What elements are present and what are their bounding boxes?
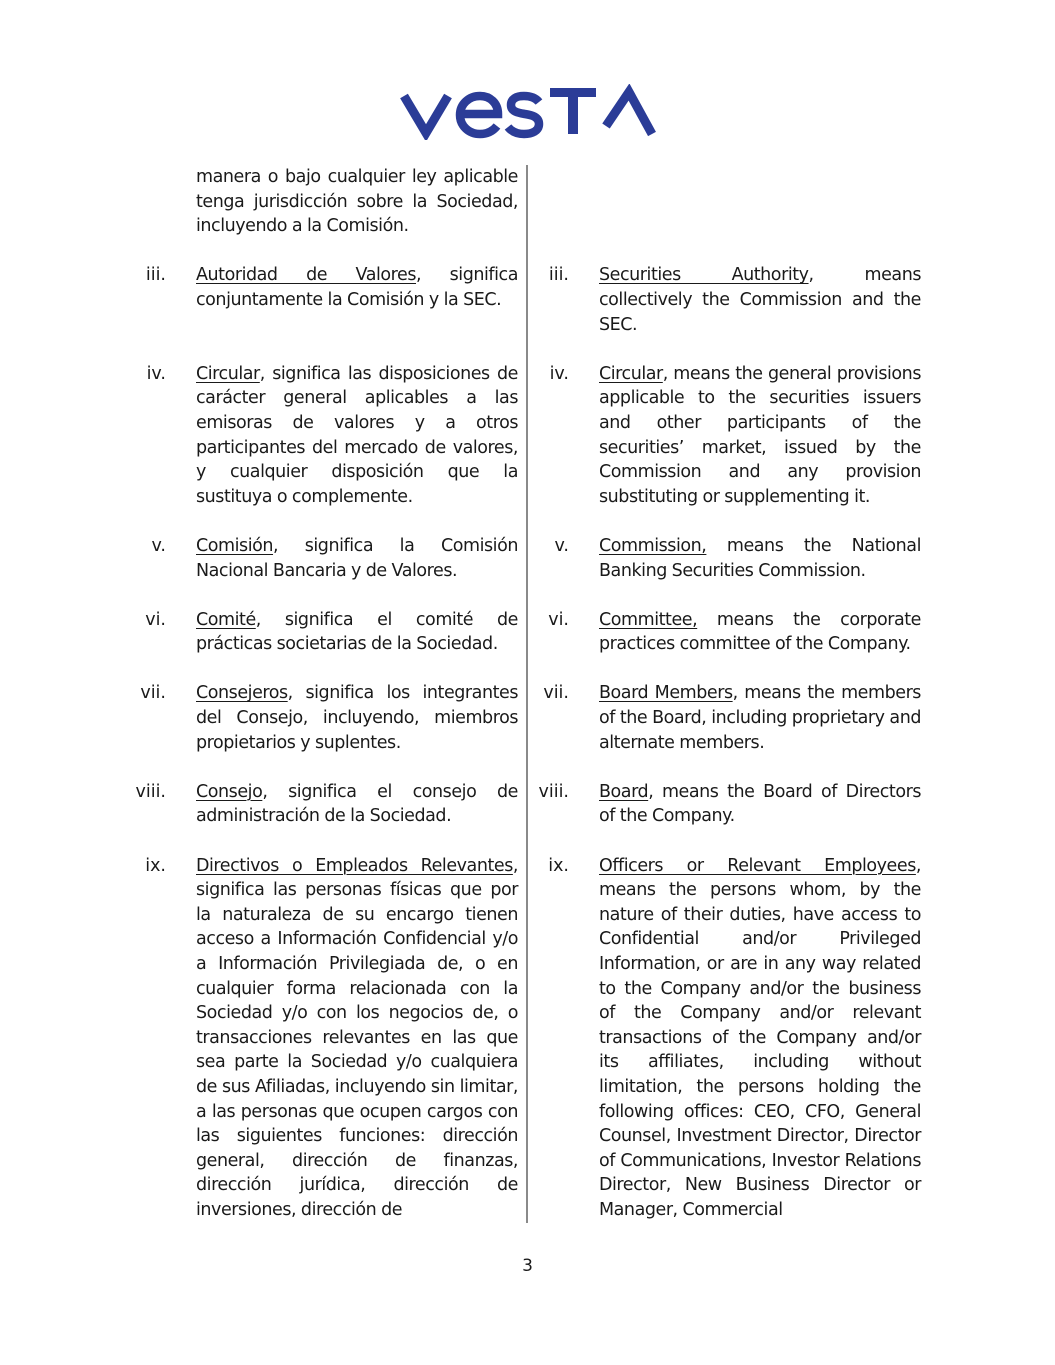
- item-number: vi.: [548, 609, 569, 630]
- definition-item: [533, 854, 933, 1223]
- defined-term: Consejeros: [196, 683, 288, 704]
- definition-item: [533, 362, 933, 510]
- item-number: vi.: [145, 609, 166, 630]
- definition-text: , means the general provisions applicable to the securities issuers and other participants of the securities’ market, issued by the Commission and any provision substituting or supplementing it.: [599, 363, 921, 507]
- definition-text: , significa los integrantes del Consejo, incluyendo, miembros propietarios y suplentes.: [196, 683, 518, 753]
- defined-term: Board Members: [599, 683, 733, 704]
- definition-text: , means the Board of Directors of the Company.: [599, 781, 921, 827]
- definition-text: means the corporate practices committee of the Company.: [599, 609, 921, 655]
- definition-item: [130, 681, 530, 755]
- spanish-column: [130, 165, 530, 1223]
- continuation-paragraph: [130, 165, 530, 239]
- defined-term: Officers or Relevant Employees: [599, 855, 916, 876]
- definition-text: , means the members of the Board, including proprietary and alternate members.: [599, 683, 921, 753]
- defined-term: Committee,: [599, 609, 698, 630]
- defined-term: Comité: [196, 609, 256, 630]
- definition-text: , significa la Comisión Nacional Bancaria y de Valores.: [196, 535, 518, 581]
- definition-item: [130, 362, 530, 510]
- item-number: iv.: [146, 363, 166, 384]
- item-number: iv.: [549, 363, 569, 384]
- definition-item: [130, 780, 530, 829]
- defined-term: Securities Authority: [599, 265, 809, 286]
- definition-text: , significa el comité de prácticas societarias de la Sociedad.: [196, 609, 518, 655]
- defined-term: Circular: [599, 363, 663, 384]
- definition-item: [130, 608, 530, 657]
- definition-item: [533, 263, 933, 337]
- definition-item: [533, 608, 933, 657]
- definition-item: [533, 534, 933, 583]
- definition-text: means the National Banking Securities Commission.: [599, 535, 921, 581]
- defined-term: Comisión: [196, 535, 274, 556]
- defined-term: Commission,: [599, 535, 707, 556]
- vesta-logo-icon: [400, 84, 656, 140]
- item-number: viii.: [135, 781, 166, 802]
- definition-item: [533, 780, 933, 829]
- defined-term: Consejo: [196, 781, 263, 802]
- item-number: vii.: [140, 683, 166, 704]
- definition-text: , significa conjuntamente la Comisión y la SEC.: [196, 265, 518, 310]
- item-number: iii.: [145, 265, 166, 286]
- english-column: [533, 165, 933, 1223]
- definition-text: , significa el consejo de administración de la Sociedad.: [196, 781, 518, 827]
- definition-text: , significa las disposiciones de carácter general aplicables a las emisoras de valores y a otros participantes del mercado de valores, y cualquier disposición que la sustituya o complemente.: [196, 363, 518, 507]
- item-number: ix.: [145, 855, 166, 876]
- definition-text: , significa las personas físicas que por la naturaleza de su encargo tienen acceso a Información Confidencial y/o a Información Privilegiada de, o en cualquier forma relacionada con la Sociedad y/o con los negocios de, o transacciones relevantes en las que sea parte la Sociedad y/o cualquiera de sus Afiliadas, incluyendo sin limitar, a las personas que ocupen cargos con las siguientes funciones: dirección general, dirección de finanzas, dirección jurídica, dirección de inversiones, dirección de: [196, 855, 518, 1220]
- item-number: v.: [151, 535, 166, 556]
- continuation-text: manera o bajo cualquier ley aplicable tenga jurisdicción sobre la Sociedad, incluyendo a la Comisión.: [196, 167, 518, 237]
- definition-item: [130, 534, 530, 583]
- definition-text: , means the persons whom, by the nature of their duties, have access to Confidential and/or Privileged Information, or are in any way related to the Company and/or the business of the Company and/or relevant transactions of the Company and/or its affiliates, including without limitation, the persons holding the following offices: CEO, CFO, General Counsel, Investment Director, Director of Communications, Investor Relations Director, New Business Director or Manager, Commercial: [599, 855, 921, 1220]
- defined-term: Board: [599, 781, 649, 802]
- defined-term: Directivos o Empleados Relevantes: [196, 855, 513, 876]
- item-number: vii.: [543, 683, 569, 704]
- definition-item: [533, 681, 933, 755]
- vesta-logo: [400, 84, 656, 140]
- defined-term: Circular: [196, 363, 260, 384]
- item-number: viii.: [538, 781, 569, 802]
- item-number: ix.: [548, 855, 569, 876]
- definition-item: [130, 263, 530, 312]
- page-number: 3: [522, 1256, 533, 1276]
- definition-text: , means collectively the Commission and the SEC.: [599, 265, 921, 335]
- item-number: v.: [554, 535, 569, 556]
- definition-item: [130, 854, 530, 1223]
- item-number: iii.: [548, 265, 569, 286]
- defined-term: Autoridad de Valores: [196, 265, 417, 286]
